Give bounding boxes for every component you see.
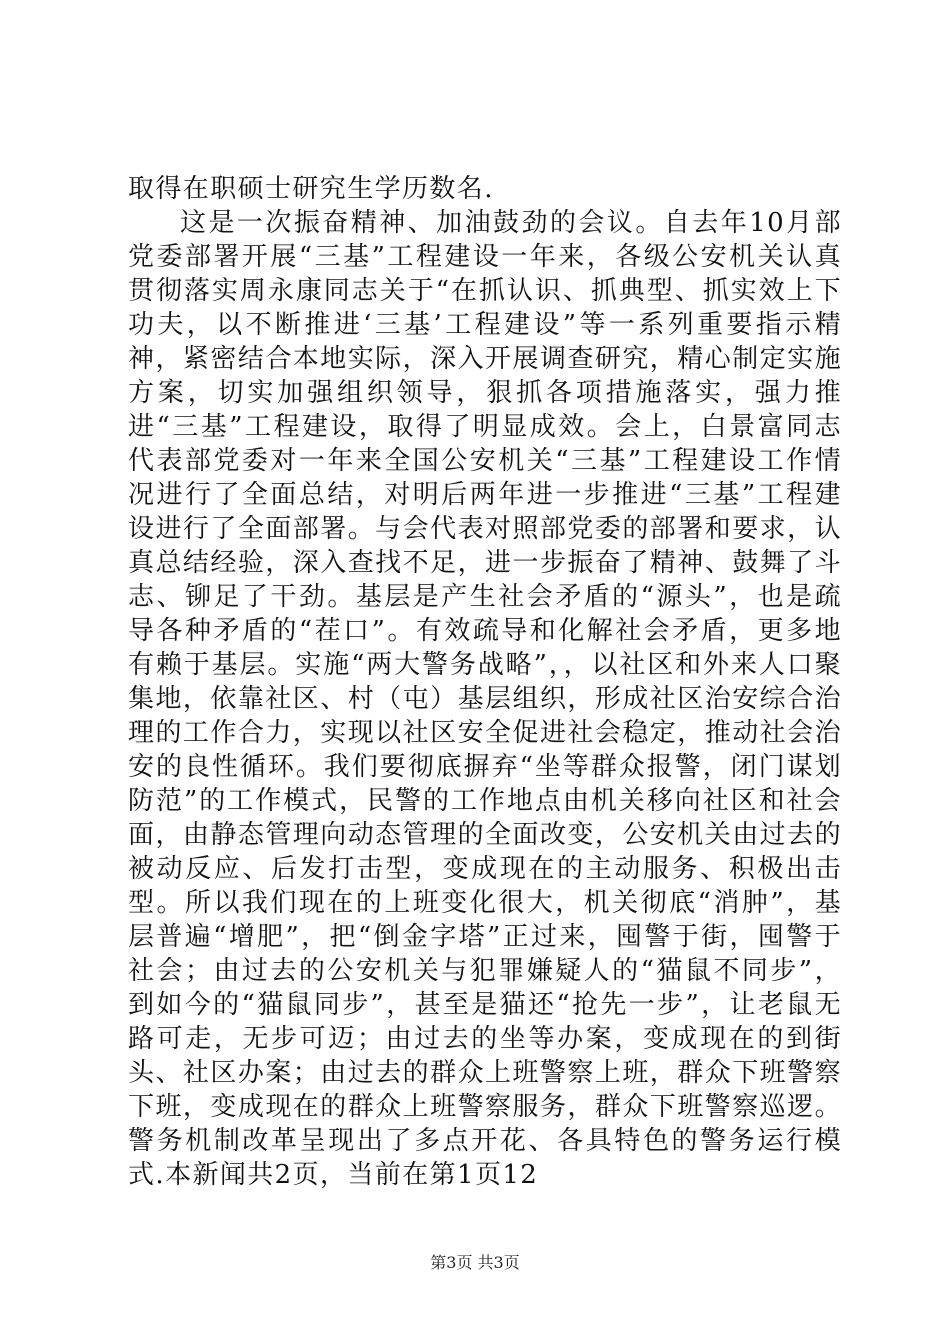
document-body bbox=[128, 172, 842, 1192]
paragraph-continuation: 取得在职硕士研究生学历数名. bbox=[128, 174, 494, 204]
paragraph-meeting-summary: 这是一次振奋精神、加油鼓劲的会议。自去年10月部党委部署开展“三基”工程建设一年来，各级公安机关认真贯彻落实周永康同志关于“在抓认识、抓典型、抓实效上下功夫，以不断推进‘三基’工程建设”等一系列重要指示精神，紧密结合本地实际，深入开展调查研究，精心制定实施方案，切实加强组织领导，狠抓各项措施落实，强力推进“三基”工程建设，取得了明显成效。会上，白景富同志代表部党委对一年来全国公安机关“三基”工程建设工作情况进行了全面总结，对明后两年进一步推进“三基”工程建设进行了全面部署。与会代表对照部党委的部署和要求，认真总结经验，深入查找不足，进一步振奋了精神、鼓舞了斗志、铆足了干劲。基层是产生社会矛盾的“源头”，也是疏导各种矛盾的“茬口”。有效疏导和化解社会矛盾，更多地有赖于基层。实施“两大警务战略”，，以社区和外来人口聚集地，依靠社区、村（屯）基层组织，形成社区治安综合治理的工作合力，实现以社区安全促进社会稳定，推动社会治安的良性循环。我们要彻底摒弃“坐等群众报警，闭门谋划防范”的工作模式，民警的工作地点由机关移向社区和社会面，由静态管理向动态管理的全面改变，公安机关由过去的被动反应、后发打击型，变成现在的主动服务、积极出击型。所以我们现在的上班变化很大，机关彻底“消肿”，基层普遍“增肥”，把“倒金字塔”正过来，囤警于街，囤警于社会；由过去的公安机关与犯罪嫌疑人的“猫鼠不同步”，到如今的“猫鼠同步”，甚至是猫还“抢先一步”，让老鼠无路可走，无步可迈；由过去的坐等办案，变成现在的到街头、社区办案；由过去的群众上班警察上班，群众下班警察下班，变成现在的群众上班警察服务，群众下班警察巡逻。警务机制改革呈现出了多点开花、各具特色的警务运行模式.本新闻共2页，当前在第1页12 bbox=[128, 208, 842, 1190]
page-footer: 第3页 共3页 bbox=[430, 1253, 520, 1272]
